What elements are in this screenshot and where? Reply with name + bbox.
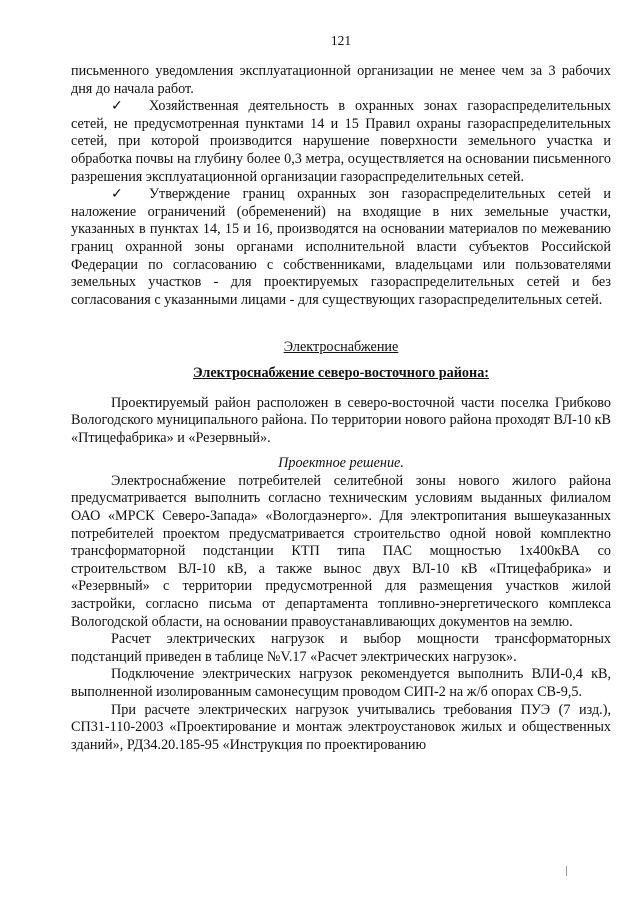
bullet-paragraph-economic-activity [71, 98, 611, 186]
spacer [71, 447, 611, 455]
connection-paragraph: Подключение электрических нагрузок рекомендуется выполнить ВЛИ-0,4 кВ, выполненной изолированным самонесущим проводом СИП-2 на ж/б опорах СВ-9,5. [71, 666, 611, 700]
bullet-text-zone-boundaries: Утверждение границ охранных зон газораспределительных сетей и наложение ограничений (обременений) на входящие в них земельные участки, указанных в пунктах 14, 15 и 16, производятся на основании материалов по межеванию границ охранной зоны органами исполнительной власти субъектов Российской Федерации по согласованию с собственниками, владельцами или пользователями земельных участков - для проектируемых газораспределительных сетей и без согласования с указанными лицами - для существующих газораспределительных сетей. [71, 186, 611, 308]
bullet-paragraph-zone-boundaries [71, 186, 611, 309]
continuation-paragraph: письменного уведомления эксплуатационной организации не менее чем за 3 рабочих дня до начала работ. [71, 63, 611, 97]
requirements-paragraph: При расчете электрических нагрузок учитывались требования ПУЭ (7 изд.), СП31-110-2003 «Проектирование и монтаж электроустановок жилых и общественных зданий», РД34.20.185-95 «Инструкция по проектированию [71, 701, 611, 753]
load-calculation-paragraph: Расчет электрических нагрузок и выбор мощности трансформаторных подстанций приведен в таблице №V.17 «Расчет электрических нагрузок». [71, 631, 611, 665]
check-mark-icon: ✓ [111, 98, 123, 115]
spacer [71, 309, 611, 339]
bullet-text-economic-activity: Хозяйственная деятельность в охранных зонах газораспределительных сетей, не предусмотренная пунктами 14 и 15 Правил охраны газораспределительных сетей, при которой производится нарушение поверхности земельного участка и обработка почвы на глубину более 0,3 метра, осуществляется на основании письменного разрешения эксплуатационной организации газораспределительных сетей. [71, 98, 611, 185]
document-body [71, 63, 611, 754]
spacer [71, 357, 611, 365]
section-heading: Электроснабжение [283, 339, 399, 356]
design-paragraph: Электроснабжение потребителей селитебной зоны нового жилого района предусматривается выполнить согласно техническим условиям выданных филиалом ОАО «МРСК Северо-Запада» «Вологдаэнерго». Для электропитания вышеуказанных потребителей проектом предусматривается строительство одной новой комплектно трансформаторной подстанции КТП типа ПАС мощностью 1х400кВА со строительством ВЛ-10 кВ, а также вынос двух ВЛ-10 кВ «Птицефабрика» и «Резервный» с территории предусмотренной для размещения участков жилой застройки, согласно письма от департамента топливно-энергетического комплекса Вологодской области, на основании правоустанавливающих документов на землю. [71, 472, 611, 630]
spacer [71, 383, 611, 395]
scan-artifact [566, 866, 567, 876]
check-mark-icon: ✓ [111, 186, 123, 203]
location-paragraph: Проектируемый район расположен в северо-восточной части поселка Грибково Вологодского муниципального района. По территории нового района проходят ВЛ-10 кВ «Птицефабрика» и «Резервный». [71, 394, 611, 446]
design-solution-heading: Проектное решение. [278, 455, 404, 472]
page-number: 121 [330, 33, 352, 48]
subsection-heading: Электроснабжение северо-восточного района: [192, 364, 490, 381]
